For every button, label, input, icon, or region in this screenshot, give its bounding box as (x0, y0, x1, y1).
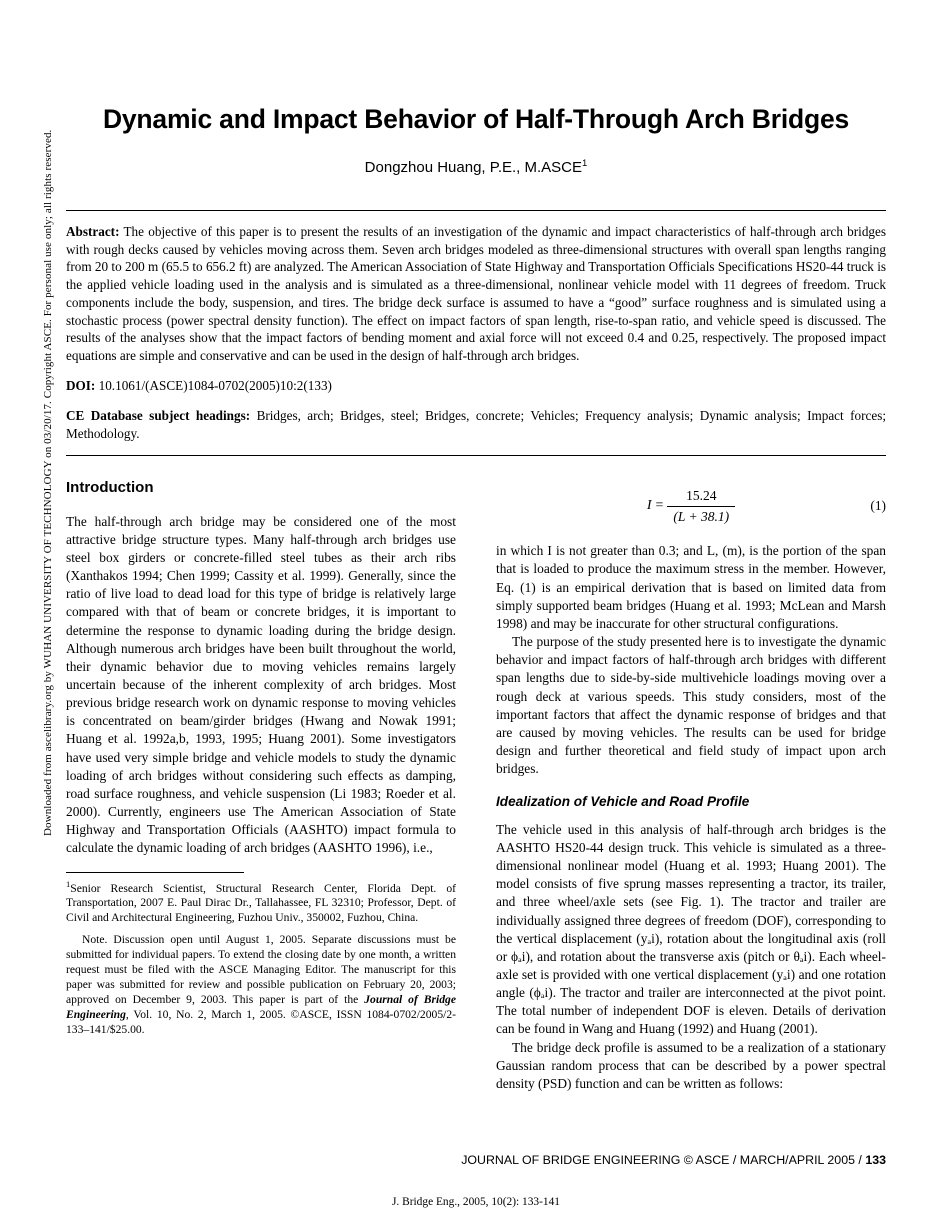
footnote-note-part-a: Note. Discussion open until August 1, 2005. Separate discussions must be submitted for individual papers. To extend the closing date by one month, a written request must be filed with the ASCE Managing Editor. The manuscript for this paper was submitted for review and possible publication on February 20, 2003; approved on December 9, 2003. This paper is part of the (66, 933, 456, 1007)
download-notice: Downloaded from ascelibrary.org by WUHAN UNIVERSITY OF TECHNOLOGY on 03/20/17. Copyright ASCE. For personal use only; all rights reserved. (42, 129, 54, 836)
equation-fraction (667, 487, 735, 527)
abstract-label: Abstract: (66, 223, 120, 239)
article-content (66, 0, 886, 1178)
equation-denominator: (L + 38.1) (667, 506, 735, 526)
abstract-paragraph (66, 223, 886, 365)
subsection-heading-idealization: Idealization of Vehicle and Road Profile (496, 794, 750, 810)
footnote-note (66, 933, 456, 1038)
ce-database-line (66, 407, 886, 443)
ce-label: CE Database subject headings: (66, 407, 251, 423)
equation-expression (647, 487, 735, 527)
left-column (66, 478, 456, 1038)
abstract-body: The objective of this paper is to present the results of an investigation of the dynamic and impact characteristics of half-through arch bridges with rough decks caused by vehicles moving across them. Seven arch bridges modeled as three-dimensional structures with overall span lengths ranging from 20 to 200 m (65.5 to 656.2 ft) are analyzed. The American Association of State Highway and Transportation Officials Specifications HS20-44 truck is the applied vehicle loading used in the analysis and is simulated as a three-dimensional, nonlinear vehicle model with 11 degrees of freedom. Truck components include the body, suspension, and tires. The bridge deck surface is assumed to have a “good” surface roughness and is simulated using a stochastic process (power spectral density function). The effect on impact factors of span length, rise-to-span ratio, and vehicle speed is discussed. The results of the analyses show that the impact factors of bending moment and axial force will not exceed 0.4 and 0.25, respectively. The proposed impact equations are simple and conservative and can be used in the design of half-through arch bridges. (66, 223, 886, 364)
body-columns (66, 478, 886, 1178)
doi-value: 10.1061/(ASCE)1084-0702(2005)10:2(133) (95, 377, 332, 393)
divider-top (66, 210, 886, 211)
footnote-affiliation-text: Senior Research Scientist, Structural Research Center, Florida Dept. of Transportation, 2007 E. Paul Dirac Dr., Tallahassee, FL 32310; Professor, Dept. of Civil and Architectural Engineering, Fuzhou Univ., 350002, Fuzhou, China. (66, 881, 456, 925)
equation-equals: = (655, 497, 664, 513)
equation-number: (1) (870, 498, 886, 514)
author-line (66, 158, 886, 176)
abstract-block (66, 198, 886, 457)
footnote-affiliation (66, 879, 456, 927)
footnote-divider (66, 872, 244, 873)
footer-citation: J. Bridge Eng., 2005, 10(2): 133-141 (392, 1196, 560, 1208)
right-column (496, 478, 886, 1093)
right-paragraph-1: in which I is not greater than 0.3; and L, (m), is the portion of the span that is loaded to produce the maximum stress in the member. However, Eq. (1) is an empirical derivation that is based on limited data from simply supported beam bridges (Huang et al. 1993; McLean and Marsh 1998) and may be inaccurate for other structural configurations. (496, 543, 886, 631)
ce-value: Bridges, arch; Bridges, steel; Bridges, concrete; Vehicles; Frequency analysis; Dynamic analysis; Impact forces; Methodology. (66, 407, 886, 441)
doi-label: DOI: (66, 377, 96, 393)
footer-journal-text: JOURNAL OF BRIDGE ENGINEERING © ASCE / MARCH/APRIL 2005 / (461, 1153, 866, 1167)
right-paragraph-3: The vehicle used in this analysis of half-through arch bridges is the AASHTO HS20-44 design truck. This vehicle is simulated as a three-dimensional nonlinear model (Huang et al. 1993; Huang 2001). The model consists of five sprung masses representing a tractor, its trailer, and three wheel/axle sets (see Fig. 1). The tractor and trailer are individually assigned three degrees of freedom (DOF), corresponding to the vertical displacement (yₐi), rotation about the longitudinal axis (roll or ϕₐi), and rotation about the transverse axis (pitch or θₐi). Each wheel-axle set is provided with one vertical displacement (yₐi) and one rotation angle (ϕₐi). The tractor and trailer are interconnected at the pivot point. The total number of independent DOF is eleven. Details of derivation can be found in Wang and Huang (1992) and Huang (2001). (496, 821, 886, 1037)
intro-paragraph: The half-through arch bridge may be considered one of the most attractive bridge structure types. Many half-through arch bridges use steel box girders or concrete-filled steel tubes as their arch ribs (Xanthakos 1994; Chen 1999; Cassity et al. 1999). Generally, since the ratio of live load to dead load for this type of bridge is relatively large compared with that of beam or concrete bridges, it is important to determine the response to dynamic loading during the bridge design. Although numerous arch bridges have been built throughout the world, their dynamic behavior due to moving vehicles remains largely uncertain because of the inherent complexity of arch bridges. Most previous bridge research work on dynamic response to moving vehicles is concentrated on beam/girder bridges (Hwang and Nowak 1991; Huang et al. 1992a,b, 1993, 1995; Huang 2001). Some investigators have used very simple bridge and vehicle models to study the dynamic loading of arch bridges without considering such effects as damping, road surface roughness, and vehicle suspension (Li 1983; Roeder et al. 2000). Currently, engineers use The American Association of State Highway and Transportation Officials (AASHTO) impact formula to calculate the dynamic loading of arch bridges (AASHTO 1996), i.e., (66, 513, 456, 856)
footer-journal-line (66, 1153, 886, 1167)
page-title: Dynamic and Impact Behavior of Half-Through Arch Bridges (102, 104, 850, 134)
equation-lhs: I (646, 497, 652, 513)
footer-page-number: 133 (865, 1153, 886, 1167)
section-heading-introduction: Introduction (66, 479, 154, 497)
doi-line (66, 378, 886, 394)
footnote-journal-name: Journal of Bridge Engineering (66, 993, 456, 1022)
right-paragraph-2: The purpose of the study presented here is to investigate the dynamic behavior and impact factors of half-through arch bridges with different span lengths due to side-by-side multivehicle loadings moving over a rough deck at various speeds. This study considers, most of the important factors that affect the dynamic response of bridges and that are caused by moving vehicles. The results can be used for bridge design and further theoretical and field study of impact upon arch bridges. (496, 634, 886, 777)
right-paragraph-4: The bridge deck profile is assumed to be a realization of a stationary Gaussian random process that can be described by a power spectral density (PSD) function and can be written as follows: (496, 1039, 886, 1091)
footnote-note-part-b: , Vol. 10, No. 2, March 1, 2005. ©ASCE, ISSN 1084-0702/2005/2-133–141/$25.00. (66, 1008, 456, 1037)
footnote-marker: 1 (66, 878, 71, 889)
equation-1 (496, 478, 886, 534)
author-name: Dongzhou Huang, P.E., M.ASCE (364, 158, 583, 176)
divider-bottom (66, 455, 886, 456)
equation-numerator: 15.24 (686, 487, 717, 503)
author-footnote-marker: 1 (582, 157, 588, 169)
